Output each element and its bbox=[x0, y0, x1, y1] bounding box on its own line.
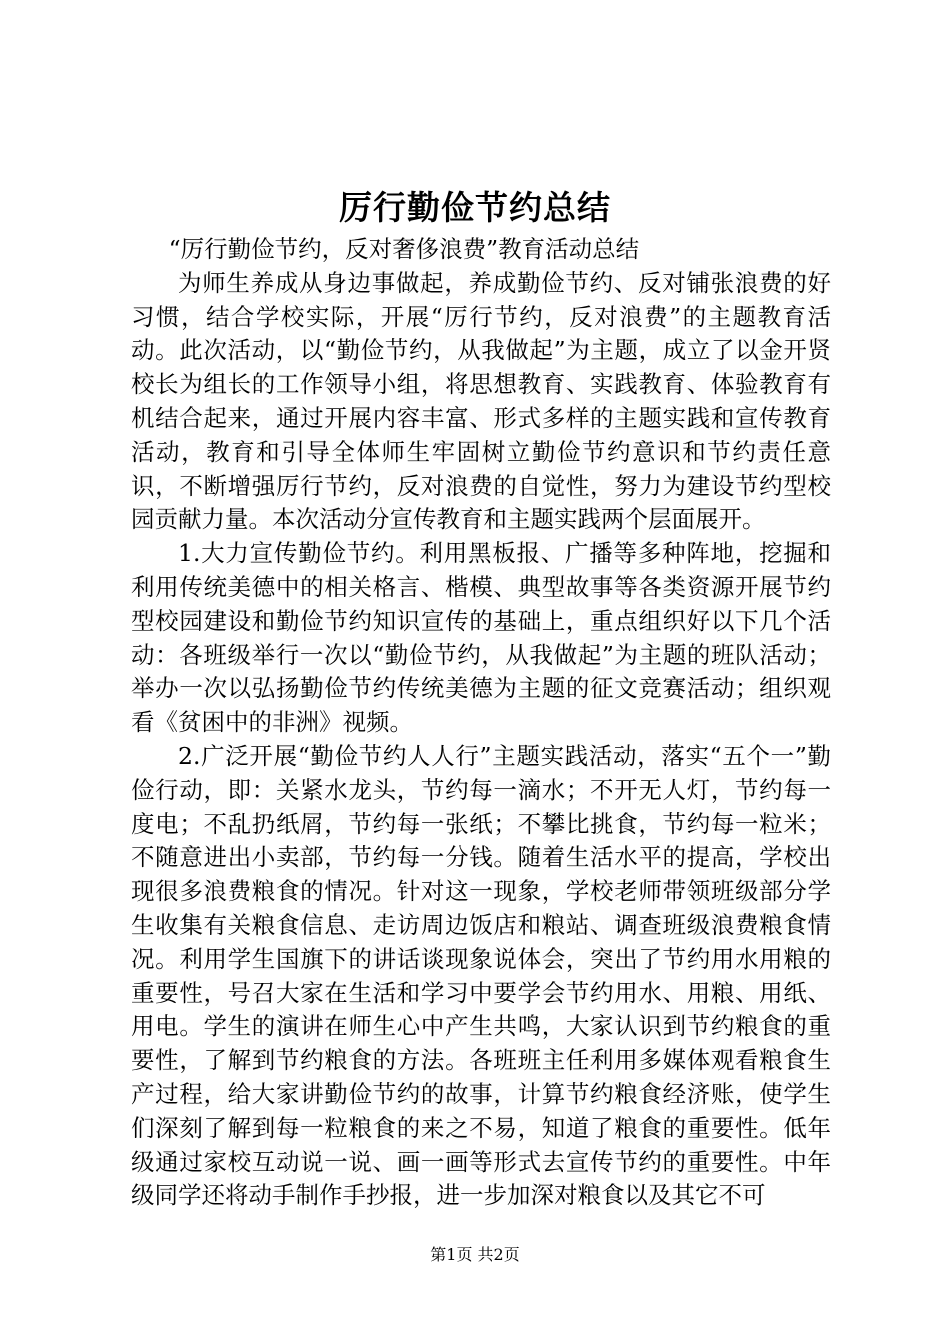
paragraph-intro: 为师生养成从身边事做起，养成勤俭节约、反对铺张浪费的好习惯，结合学校实际，开展“厉行节约，反对浪费”的主题教育活动。此次活动，以“勤俭节约，从我做起”为主题，成立了以金开贤校长为组长的工作领导小组，将思想教育、实践教育、体验教育有机结合起来，通过开展内容丰富、形式多样的主题实践和宣传教育活动，教育和引导全体师生牢固树立勤俭节约意识和节约责任意识，不断增强厉行节约，反对浪费的自觉性，努力为建设节约型校园贡献力量。本次活动分宣传教育和主题实践两个层面展开。 bbox=[131, 268, 831, 534]
document-body bbox=[131, 233, 831, 1213]
document-title: 厉行勤俭节约总结 bbox=[339, 188, 611, 227]
paragraph-item-1: 1.大力宣传勤俭节约。利用黑板报、广播等多种阵地，挖掘和利用传统美德中的相关格言、楷模、典型故事等各类资源开展节约型校园建设和勤俭节约知识宣传的基础上，重点组织好以下几个活动：各班级举行一次以“勤俭节约，从我做起”为主题的班队活动；举办一次以弘扬勤俭节约传统美德为主题的征文竞赛活动；组织观看《贫困中的非洲》视频。 bbox=[131, 539, 831, 737]
document-subtitle: “厉行勤俭节约，反对奢侈浪费”教育活动总结 bbox=[168, 235, 640, 263]
page-number-footer: 第1页 共2页 bbox=[430, 1245, 520, 1264]
paragraph-item-2: 2.广泛开展“勤俭节约人人行”主题实践活动，落实“五个一”勤俭行动，即：关紧水龙头，节约每一滴水；不开无人灯，节约每一度电；不乱扔纸屑，节约每一张纸；不攀比挑食，节约每一粒米；不随意进出小卖部，节约每一分钱。随着生活水平的提高，学校出现很多浪费粮食的情况。针对这一现象，学校老师带领班级部分学生收集有关粮食信息、走访周边饭店和粮站、调查班级浪费粮食情况。利用学生国旗下的讲话谈现象说体会，突出了节约用水用粮的重要性，号召大家在生活和学习中要学会节约用水、用粮、用纸、用电。学生的演讲在师生心中产生共鸣，大家认识到节约粮食的重要性，了解到节约粮食的方法。各班班主任利用多媒体观看粮食生产过程，给大家讲勤俭节约的故事，计算节约粮食经济账，使学生们深刻了解到每一粒粮食的来之不易，知道了粮食的重要性。低年级通过家校互动说一说、画一画等形式去宣传节约的重要性。中年级同学还将动手制作手抄报，进一步加深对粮食以及其它不可 bbox=[131, 741, 831, 1210]
